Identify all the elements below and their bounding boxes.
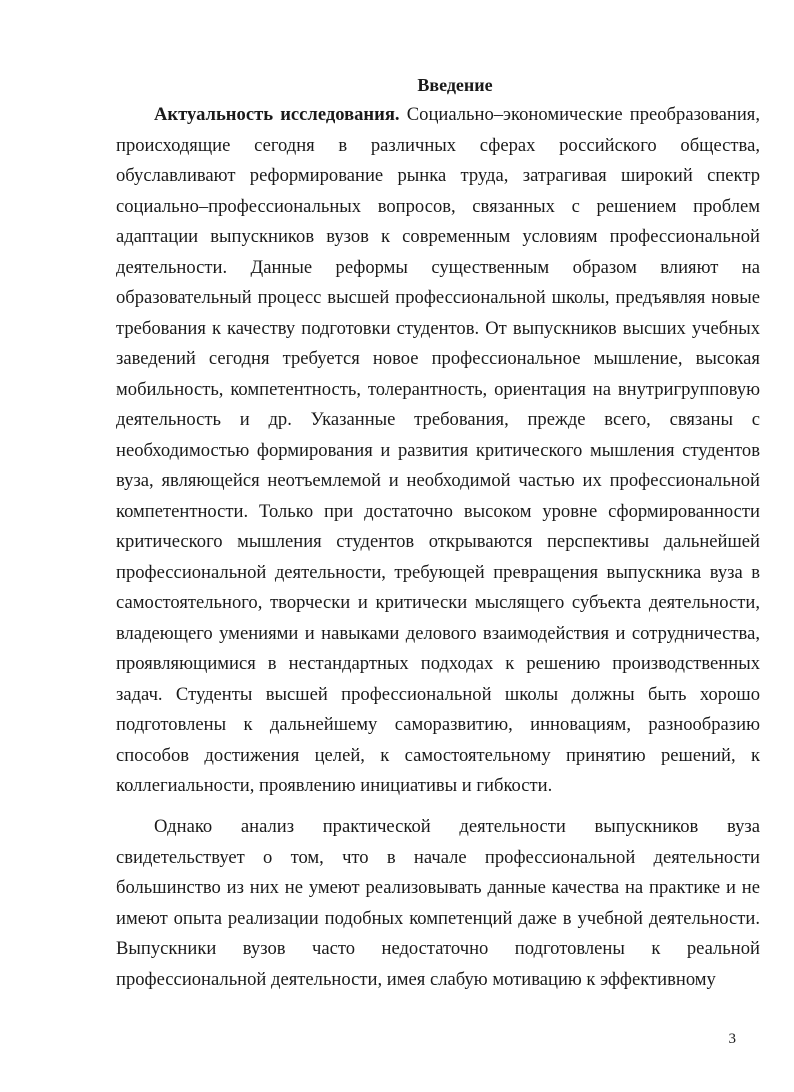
section-heading: Введение (417, 75, 493, 95)
paragraph-lead: Актуальность исследования. (154, 104, 400, 125)
paragraph-body: Социально–экономические преобразования, происходящие сегодня в различных сферах российского общества, обуславливают реформирование рынка труда, затрагивая широкий спектр социально–профессиональных вопросов, связанных с решением проблем адаптации выпускников вузов к современным условиям профессиональной деятельности. Данные реформы существенным образом влияют на образовательный процесс высшей профессиональной школы, предъявляя новые требования к качеству подготовки студентов. От выпускников высших учебных заведений сегодня требуется новое профессиональное мышление, высокая мобильность, компетентность, толерантность, ориентация на внутригрупповую деятельность и др. Указанные требования, прежде всего, связаны с необходимостью формирования и развития критического мышления студентов вуза, являющейся неотъемлемой и необходимой частью их профессиональной компетентности. Только при достаточно высоком уровне сформированности критического мышления студентов открываются перспективы дальнейшей профессиональной деятельности, требующей превращения выпускника вуза в самостоятельного, творчески и критически мыслящего субъекта деятельности, владеющего умениями и навыками делового взаимодействия и сотрудничества, проявляющимися в нестандартных подходах к решению производственных задач. Студенты высшей профессиональной школы должны быть хорошо подготовлены к дальнейшему саморазвитию, инновациям, разнообразию способов достижения целей, к самостоятельному принятию решений, к коллегиальности, проявлению инициативы и гибкости. (116, 104, 760, 796)
paragraph-analysis: Однако анализ практической деятельности выпускников вуза свидетельствует о том, что в начале профессиональной деятельности большинство из них не умеют реализовывать данные качества на практике и не имеют опыта реализации подобных компетенций даже в учебной деятельности. Выпускники вузов часто недостаточно подготовлены к реальной профессиональной деятельности, имея слабую мотивацию к эффективному (116, 816, 760, 990)
paragraph-relevance (116, 100, 760, 802)
page-number: 3 (728, 1031, 736, 1047)
